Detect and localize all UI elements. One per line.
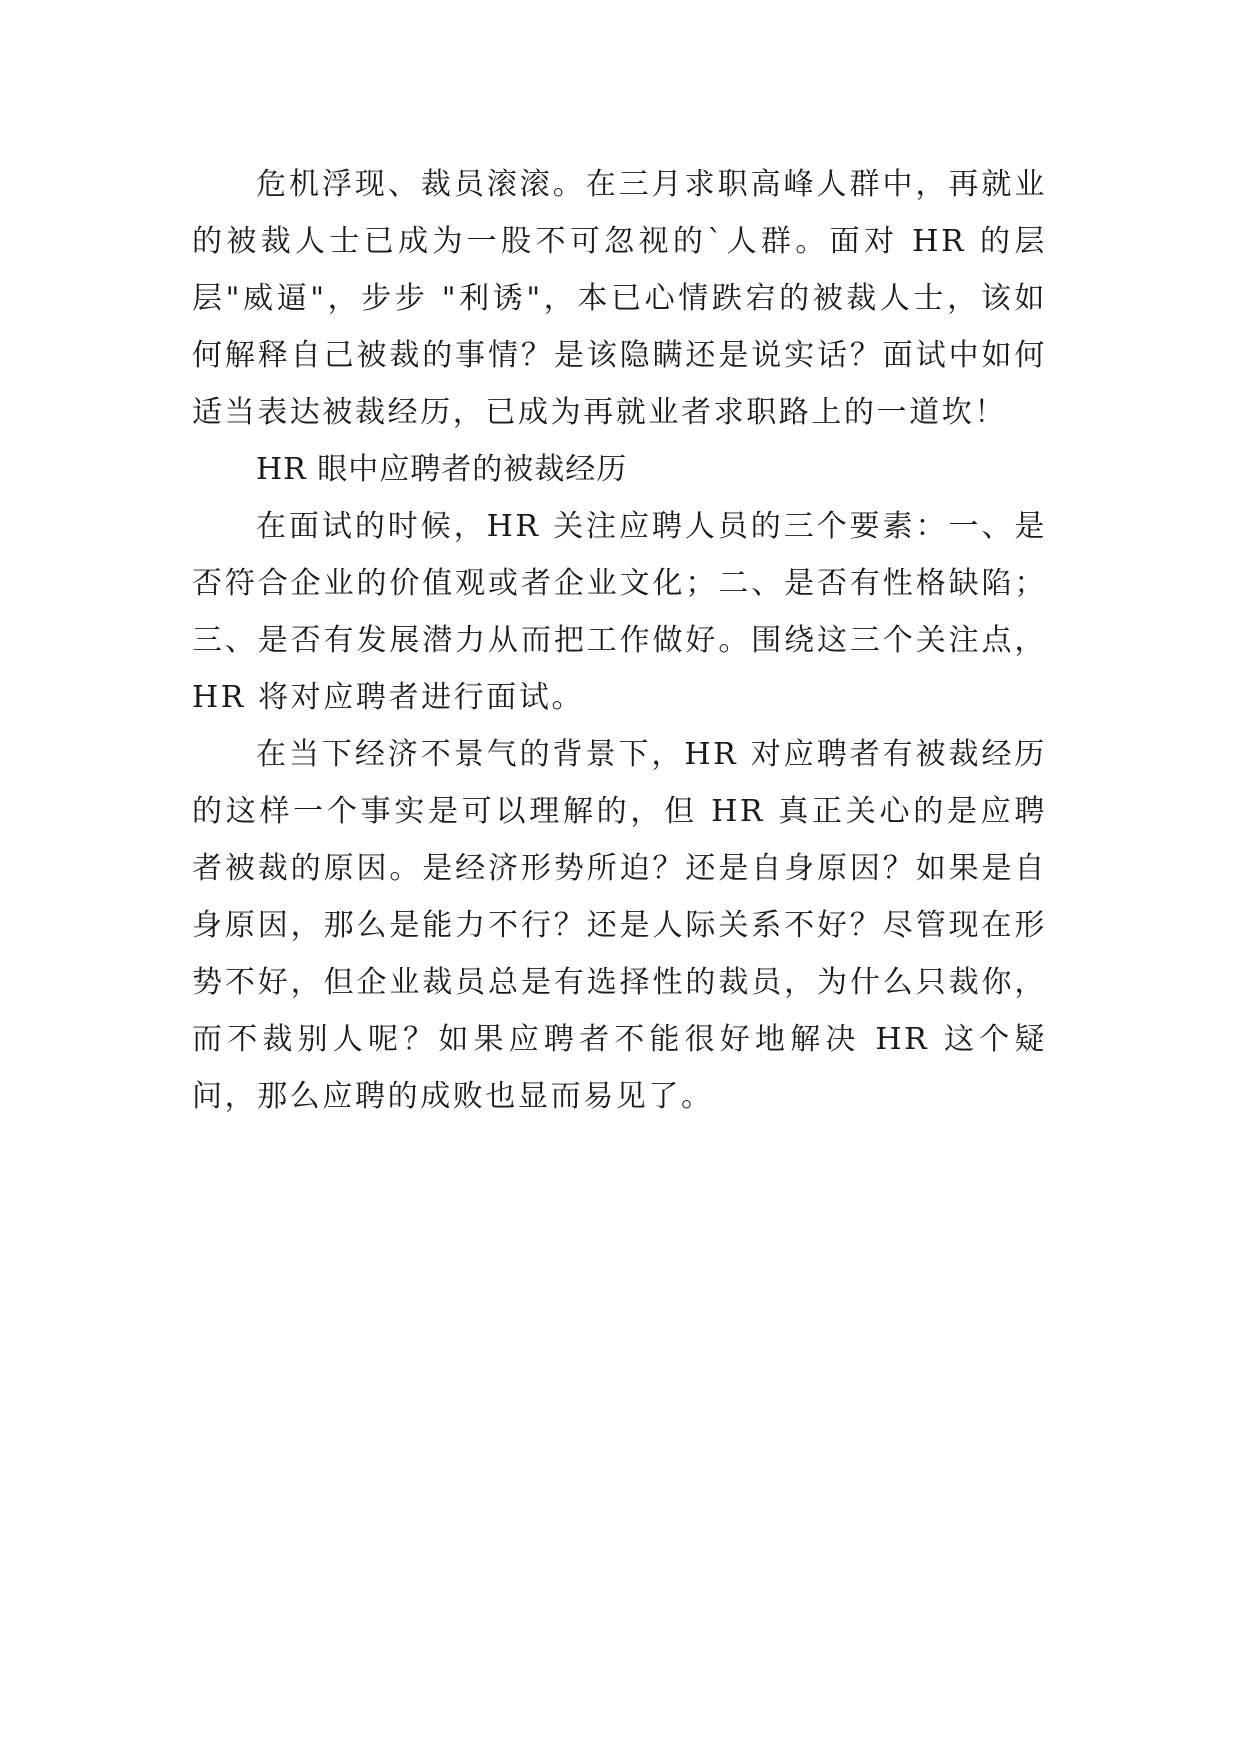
document-body xyxy=(192,156,1047,1125)
economy-paragraph: 在当下经济不景气的背景下，HR 对应聘者有被裁经历的这样一个事实是可以理解的，但 HR 真正关心的是应聘者被裁的原因。是经济形势所迫？还是自身原因？如果是自身原因，那么是能力不行？还是人际关系不好？尽管现在形势不好，但企业裁员总是有选择性的裁员，为什么只裁你，而不裁别人呢？如果应聘者不能很好地解决 HR 这个疑问，那么应聘的成败也显而易见了。 xyxy=(192,737,1047,1114)
hr-focus-paragraph: 在面试的时候，HR 关注应聘人员的三个要素：一、是否符合企业的价值观或者企业文化；二、是否有性格缺陷；三、是否有发展潜力从而把工作做好。围绕这三个关注点，HR 将对应聘者进行面试。 xyxy=(192,509,1047,715)
intro-paragraph: 危机浮现、裁员滚滚。在三月求职高峰人群中，再就业的被裁人士已成为一股不可忽视的`人群。面对 HR 的层层"威逼"，步步 "利诱"，本已心情跌宕的被裁人士，该如何解释自己被裁的事情？是该隐瞒还是说实话？面试中如何适当表达被裁经历，已成为再就业者求职路上的一道坎！ xyxy=(192,167,1047,430)
section-heading: HR 眼中应聘者的被裁经历 xyxy=(256,452,628,487)
